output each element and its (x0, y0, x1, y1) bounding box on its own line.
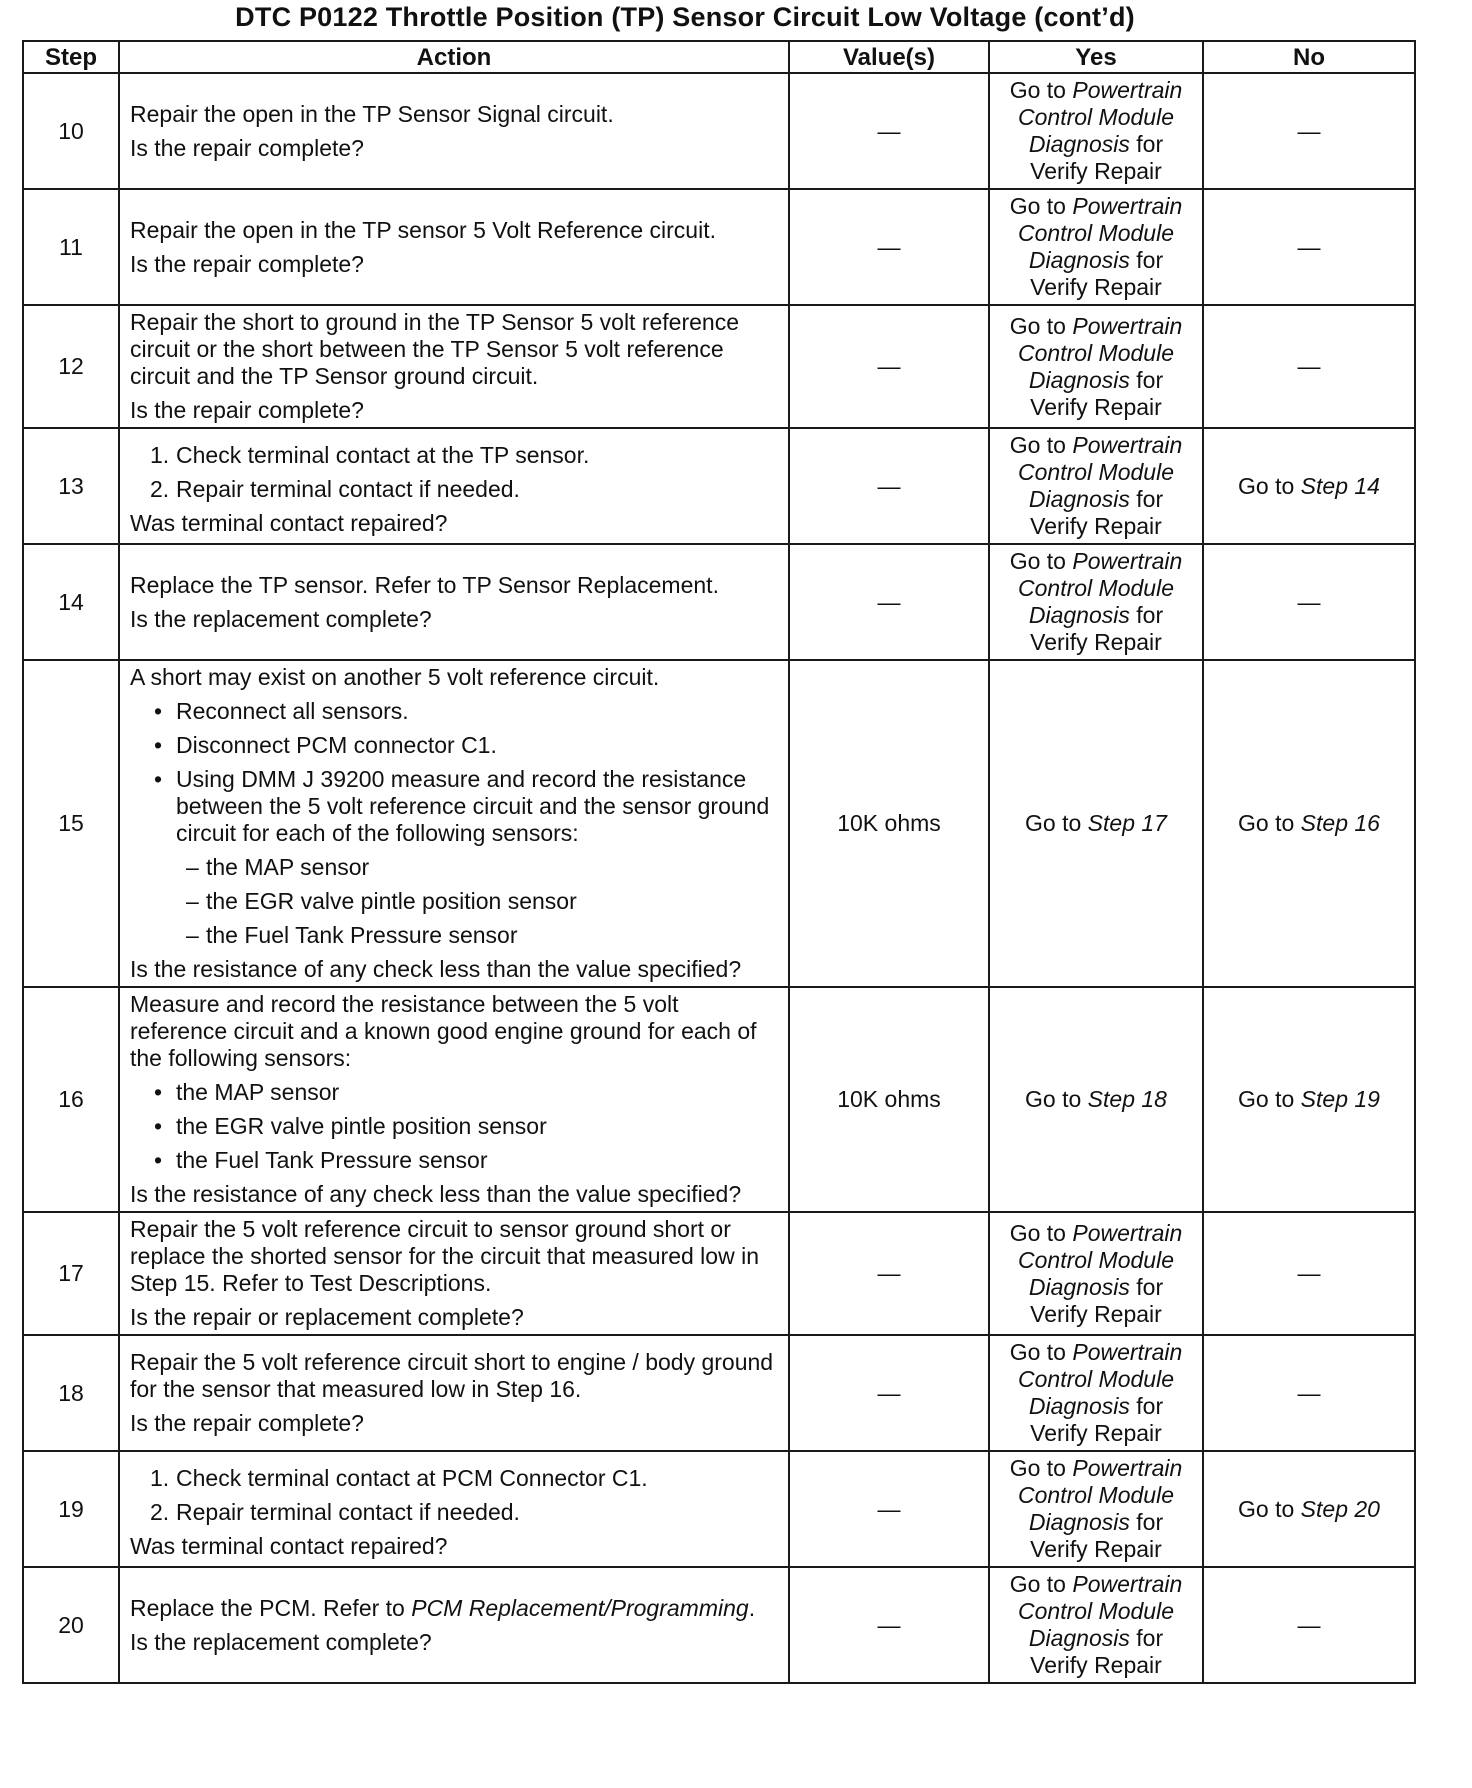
sub-item-text: the MAP sensor (206, 854, 370, 880)
value-cell: — (789, 1451, 989, 1567)
action-text: Replace the PCM. Refer to (130, 1594, 405, 1621)
numbered-item (130, 442, 778, 469)
yes-goto-label: Go to (1009, 1219, 1066, 1246)
table-row (23, 987, 1415, 1212)
yes-goto-label: Go to (1025, 1086, 1082, 1112)
yes-goto-label: Go to (1009, 1455, 1066, 1481)
yes-step-ref: Step 17 (1087, 810, 1167, 836)
procedure-ref: PCM Replacement/Programming (411, 1594, 749, 1621)
step-number: 11 (23, 189, 119, 305)
yes-goto-label: Go to (1025, 810, 1082, 836)
item-number: 2. (150, 476, 170, 502)
step-number: 14 (23, 544, 119, 660)
table-row (23, 544, 1415, 660)
bullet-item (130, 1079, 778, 1106)
yes-cell (989, 1451, 1203, 1567)
action-line: Is the repair complete? (130, 134, 364, 161)
action-line: Is the repair complete? (130, 250, 364, 277)
value-cell: — (789, 73, 989, 189)
action-question: Is the resistance of any check less than the value specified? (130, 956, 742, 982)
value-cell: — (789, 1567, 989, 1683)
action-cell (119, 1335, 789, 1451)
col-yes-header: Yes (989, 41, 1203, 73)
no-step-ref: Step 20 (1300, 1495, 1380, 1522)
yes-verify-label: for Verify Repair (1030, 131, 1164, 184)
action-cell (119, 305, 789, 428)
action-line: Replace the TP sensor. Refer to TP Sensor Replacement. (130, 571, 719, 598)
step-number: 13 (23, 428, 119, 544)
action-cell (119, 1451, 789, 1567)
action-cell (119, 1567, 789, 1683)
table-row (23, 1212, 1415, 1335)
yes-pcm-link: Powertrain Control Module Diagnosis (1018, 1339, 1183, 1419)
yes-cell (989, 1212, 1203, 1335)
item-text: Repair terminal contact if needed. (176, 1499, 520, 1525)
no-cell (1203, 428, 1415, 544)
numbered-item (130, 1499, 778, 1526)
yes-goto-label: Go to (1009, 312, 1066, 339)
numbered-item (130, 1465, 778, 1492)
yes-pcm-link: Powertrain Control Module Diagnosis (1018, 312, 1183, 393)
col-values-header: Value(s) (789, 41, 989, 73)
bullet-item (130, 766, 778, 847)
action-question: Was terminal contact repaired? (130, 1533, 448, 1559)
action-cell (119, 73, 789, 189)
table-row (23, 73, 1415, 189)
item-text: Repair terminal contact if needed. (176, 476, 520, 502)
yes-pcm-link: Powertrain Control Module Diagnosis (1018, 1219, 1183, 1300)
no-goto-label: Go to (1238, 1086, 1295, 1112)
bullet-text: Disconnect PCM connector C1. (176, 732, 497, 758)
no-cell (1203, 987, 1415, 1212)
col-step-header: Step (23, 41, 119, 73)
bullet-icon: • (154, 1147, 163, 1173)
sub-item (130, 888, 778, 915)
action-cell (119, 428, 789, 544)
yes-verify-label: for Verify Repair (1030, 486, 1164, 539)
value-cell: 10K ohms (789, 987, 989, 1212)
action-line: Repair the open in the TP Sensor Signal circuit. (130, 100, 614, 127)
yes-cell (989, 428, 1203, 544)
yes-pcm-link: Powertrain Control Module Diagnosis (1018, 548, 1183, 628)
action-line: Repair the short to ground in the TP Sensor 5 volt reference circuit or the short between the TP Sensor 5 volt reference circuit and the TP Sensor ground circuit. (130, 309, 740, 389)
no-goto-label: Go to (1238, 472, 1295, 499)
action-line: Repair the 5 volt reference circuit short to engine / body ground for the sensor that measured low in Step 16. (130, 1349, 774, 1402)
yes-verify-label: for Verify Repair (1030, 1273, 1164, 1327)
yes-cell (989, 544, 1203, 660)
value-cell: — (789, 428, 989, 544)
step-number: 16 (23, 987, 119, 1212)
yes-step-ref: Step 18 (1087, 1086, 1167, 1112)
step-number: 12 (23, 305, 119, 428)
table-row (23, 305, 1415, 428)
item-text: Check terminal contact at PCM Connector C1. (176, 1465, 648, 1491)
yes-goto-label: Go to (1009, 432, 1066, 458)
table-row (23, 1451, 1415, 1567)
no-cell: — (1203, 1212, 1415, 1335)
no-cell (1203, 1451, 1415, 1567)
bullet-icon: • (154, 766, 163, 792)
yes-pcm-link: Powertrain Control Module Diagnosis (1018, 1455, 1183, 1535)
table-row (23, 189, 1415, 305)
step-number: 15 (23, 660, 119, 987)
dash-icon: – (186, 888, 199, 914)
yes-cell (989, 987, 1203, 1212)
value-cell: — (789, 544, 989, 660)
bullet-text: Using DMM J 39200 measure and record the resistance between the 5 volt reference circuit and the sensor ground circuit for each of the following sensors: (176, 766, 770, 846)
col-no-header: No (1203, 41, 1415, 73)
yes-goto-label: Go to (1009, 1571, 1066, 1597)
yes-verify-label: for Verify Repair (1030, 366, 1164, 420)
action-text: . (748, 1594, 756, 1621)
yes-verify-label: for Verify Repair (1030, 602, 1164, 655)
col-action-header: Action (119, 41, 789, 73)
sub-item-text: the Fuel Tank Pressure sensor (206, 922, 518, 948)
item-number: 1. (150, 1465, 170, 1491)
yes-pcm-link: Powertrain Control Module Diagnosis (1018, 77, 1183, 157)
bullet-icon: • (154, 1113, 163, 1139)
no-goto-label: Go to (1238, 810, 1295, 836)
yes-verify-label: for Verify Repair (1030, 247, 1164, 300)
bullet-text: the EGR valve pintle position sensor (176, 1113, 547, 1139)
page-title: DTC P0122 Throttle Position (TP) Sensor Circuit Low Voltage (cont’d) (235, 2, 1135, 32)
yes-pcm-link: Powertrain Control Module Diagnosis (1018, 1571, 1183, 1651)
item-text: Check terminal contact at the TP sensor. (176, 442, 590, 468)
yes-verify-label: for Verify Repair (1030, 1393, 1164, 1446)
bullet-item (130, 1147, 778, 1174)
yes-goto-label: Go to (1009, 193, 1066, 219)
yes-cell (989, 305, 1203, 428)
yes-cell (989, 189, 1203, 305)
table-row (23, 660, 1415, 987)
sub-item (130, 854, 778, 881)
yes-cell (989, 1567, 1203, 1683)
value-cell: — (789, 1335, 989, 1451)
value-cell: — (789, 305, 989, 428)
yes-verify-label: for Verify Repair (1030, 1509, 1164, 1562)
action-line: Repair the 5 volt reference circuit to sensor ground short or replace the shorted sensor for the circuit that measured low in Step 15. Refer to Test Descriptions. (130, 1216, 759, 1296)
table-row (23, 1335, 1415, 1451)
table-row (23, 1567, 1415, 1683)
action-cell (119, 1212, 789, 1335)
dash-icon: – (186, 922, 199, 948)
yes-pcm-link: Powertrain Control Module Diagnosis (1018, 193, 1183, 273)
no-cell: — (1203, 1335, 1415, 1451)
no-cell: — (1203, 73, 1415, 189)
bullet-icon: • (154, 732, 163, 758)
action-cell (119, 987, 789, 1212)
no-cell: — (1203, 1567, 1415, 1683)
action-line: Is the repair complete? (130, 397, 364, 423)
value-cell: — (789, 1212, 989, 1335)
value-cell: 10K ohms (789, 660, 989, 987)
item-number: 1. (150, 442, 170, 468)
bullet-text: the Fuel Tank Pressure sensor (176, 1147, 488, 1173)
action-intro: Measure and record the resistance between the 5 volt reference circuit and a known good engine ground for each of the following sensors: (130, 991, 757, 1071)
no-cell: — (1203, 544, 1415, 660)
action-cell (119, 544, 789, 660)
step-number: 19 (23, 1451, 119, 1567)
no-step-ref: Step 19 (1300, 1086, 1380, 1112)
bullet-item (130, 732, 778, 759)
item-number: 2. (150, 1499, 170, 1525)
yes-cell (989, 660, 1203, 987)
no-goto-label: Go to (1238, 1495, 1295, 1522)
dash-icon: – (186, 854, 199, 880)
yes-cell (989, 73, 1203, 189)
step-number: 18 (23, 1335, 119, 1451)
action-line: Is the repair complete? (130, 1410, 364, 1436)
action-question: Is the replacement complete? (130, 1628, 432, 1655)
action-line: Is the replacement complete? (130, 605, 432, 632)
sub-item (130, 922, 778, 949)
value-cell: — (789, 189, 989, 305)
action-intro: A short may exist on another 5 volt reference circuit. (130, 664, 660, 690)
action-question: Was terminal contact repaired? (130, 510, 448, 536)
header-row (23, 41, 1415, 73)
sub-item-text: the EGR valve pintle position sensor (206, 888, 577, 914)
no-cell (1203, 660, 1415, 987)
yes-cell (989, 1335, 1203, 1451)
bullet-text: Reconnect all sensors. (176, 698, 409, 724)
no-cell: — (1203, 305, 1415, 428)
yes-verify-label: for Verify Repair (1030, 1625, 1164, 1678)
bullet-text: the MAP sensor (176, 1079, 340, 1105)
yes-pcm-link: Powertrain Control Module Diagnosis (1018, 432, 1183, 512)
step-number: 10 (23, 73, 119, 189)
no-step-ref: Step 14 (1300, 472, 1380, 499)
bullet-icon: • (154, 698, 163, 724)
step-number: 20 (23, 1567, 119, 1683)
yes-goto-label: Go to (1009, 77, 1066, 103)
bullet-item (130, 1113, 778, 1140)
action-question: Is the resistance of any check less than the value specified? (130, 1181, 742, 1207)
action-cell (119, 660, 789, 987)
action-line: Repair the open in the TP sensor 5 Volt Reference circuit. (130, 216, 716, 243)
no-step-ref: Step 16 (1300, 810, 1380, 836)
step-number: 17 (23, 1212, 119, 1335)
table-row (23, 428, 1415, 544)
bullet-item (130, 698, 778, 725)
bullet-icon: • (154, 1079, 163, 1105)
yes-goto-label: Go to (1009, 548, 1066, 574)
numbered-item (130, 476, 778, 503)
no-cell: — (1203, 189, 1415, 305)
action-line: Is the repair or replacement complete? (130, 1304, 524, 1330)
yes-goto-label: Go to (1009, 1339, 1066, 1365)
action-cell (119, 189, 789, 305)
diagnostic-table (22, 40, 1416, 1684)
action-line (130, 1595, 778, 1622)
